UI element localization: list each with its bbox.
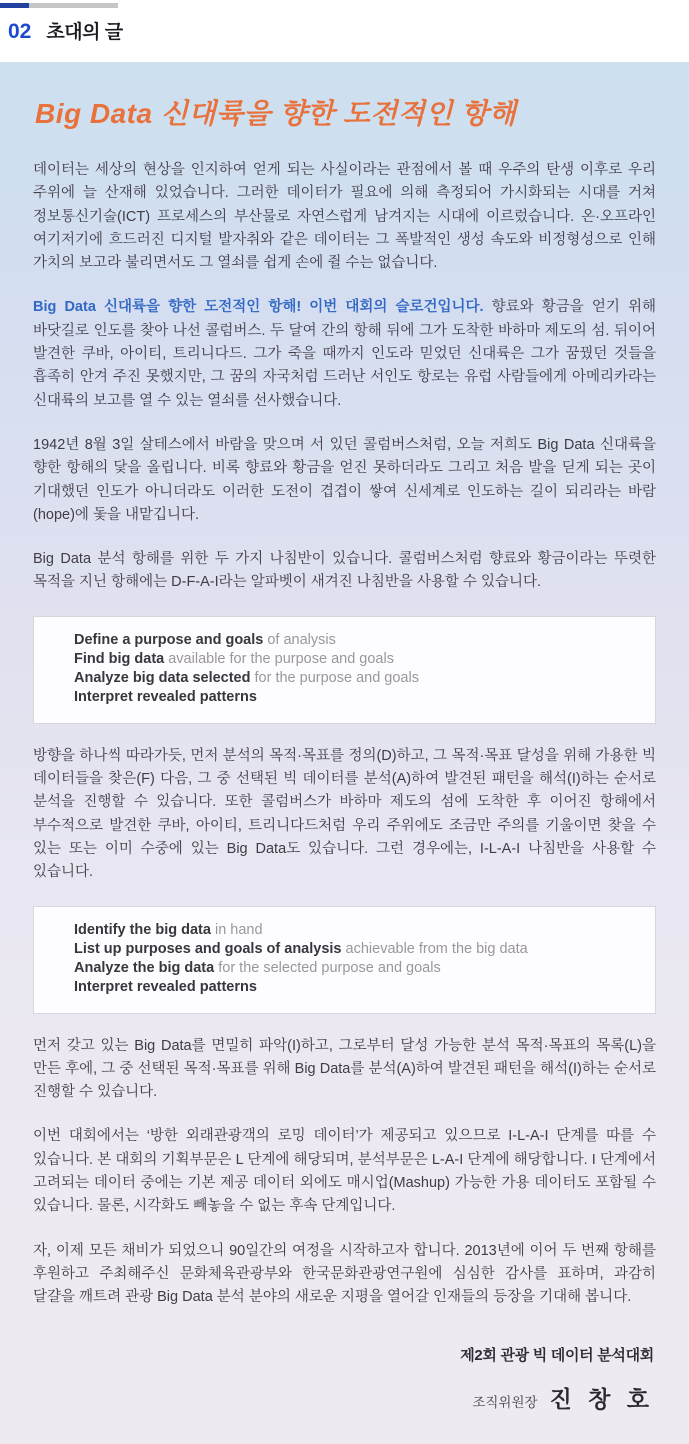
ilai-list [74,921,635,997]
dfai-item-detail: of analysis [263,631,336,648]
paragraph-slogan-rest: 향료와 황금을 얻기 위해 바닷길로 인도를 찾아 나선 콜럼버스. 두 달여 간의 항해 뒤에 그가 도착한 바하마 제도의 섬. 뒤이어 발견한 쿠바, 아이티, 트리니다드. 그가 죽을 때까지 인도라 믿었던 신대륙은 그가 꿈꿨던 것들을 흡족히 안겨 주진 못했지만, 그 꿈의 자국처럼 드러난 서인도 항로는 유럽 사람들에게 아메리카라는 신대륙의 보고를 열 수 있는 열쇠를 선사했습니다. [33,299,657,409]
dfai-item [74,688,635,707]
dfai-item [74,669,635,688]
dfai-compass-box [33,616,656,724]
dfai-item-detail: available for the purpose and goals [164,650,394,667]
ilai-item-keyword: Analyze the big data [74,959,215,976]
dfai-item-keyword: Find big data [74,650,165,667]
ilai-item-detail: in hand [210,921,263,938]
ilai-item-detail: for the selected purpose and goals [214,959,441,976]
ilai-item [74,959,635,978]
paragraph-dfai-explain: 방향을 하나씩 따라가듯, 먼저 분석의 목적·목표를 정의(D)하고, 그 목적·목표 달성을 위해 가용한 빅 데이터들을 찾은(F) 다음, 그 중 선택된 빅 데이터를 분석(A)하여 발견된 패턴을 해석(I)하는 순서로 분석을 진행할 수 있습니다. 또한 콜럼버스가 바하마 제도의 섬에 도착한 후 이어진 항해에서 부수적으로 발견한 쿠바, 아이티, 트리니다드처럼 우리 주위에도 조금만 주의를 기울이면 찾을 수 있는 또는 이미 수중에 있는 Big Data도 있습니다. 그런 경우에는, I-L-A-I 나침반을 사용할 수 있습니다. [33,747,656,881]
section-title: 초대의 글 [46,22,123,43]
dfai-item-detail: for the purpose and goals [250,669,419,686]
dfai-item-keyword: Interpret revealed patterns [74,688,257,705]
dfai-item-keyword: Analyze big data selected [74,669,251,686]
paragraph-closing: 자, 이제 모든 채비가 되었으니 90일간의 여정을 시작하고자 합니다. 2013년에 이어 두 번째 항해를 후원하고 주최해주신 문화체육관광부와 한국문화관광연구원에 심심한 감사를 표하며, 과감히 달걀을 깨트려 관광 Big Data 분석 분야의 새로운 지평을 열어갈 인재들의 등장을 기대해 봅니다. [33,1242,656,1306]
dfai-item [74,650,635,669]
letter-title: Big Data 신대륙을 향한 도전적인 항해 [35,98,517,129]
ilai-item [74,940,635,959]
ilai-item [74,921,635,940]
dfai-item-keyword: Define a purpose and goals [74,631,264,648]
signature-row [33,1381,654,1414]
dfai-list [74,631,635,707]
ilai-item-keyword: Identify the big data [74,921,211,938]
signature-role: 조직위원장 [472,1394,538,1410]
letter-panel [0,62,689,1444]
ilai-compass-box [33,906,656,1014]
page-header [0,0,689,62]
ilai-item-detail: achievable from the big data [341,940,528,957]
paragraph-two-compasses: Big Data 분석 항해를 위한 두 가지 나침반이 있습니다. 콜럼버스처럼 향료와 황금이라는 뚜렷한 목적을 지닌 항해에는 D-F-A-I라는 알파벳이 새겨진 나침반을 사용할 수 있습니다. [33,551,656,591]
ilai-item [74,978,635,997]
header-accent-line-blue [0,3,29,8]
paragraph-columbus: 1942년 8월 3일 살테스에서 바람을 맞으며 서 있던 콜럼버스처럼, 오늘 저희도 Big Data 신대륙을 향한 항해의 닻을 올립니다. 비록 향료와 황금을 얻진 못하더라도 그리고 처음 발을 딛게 되는 곳이 기대했던 인도가 아니더라도 이러한 도전이 겹겹이 쌓여 신세계로 인도하는 길이 되리라는 바람(hope)에 돛을 내맡깁니다. [33,436,656,523]
header-accent-line [0,3,118,8]
ilai-item-keyword: Interpret revealed patterns [74,978,257,995]
section-number: 02 [8,20,32,43]
slogan-highlight: Big Data 신대륙을 향한 도전적인 항해! 이번 대회의 슬로건입니다. [33,299,484,316]
paragraph-competition: 이번 대회에서는 ‘방한 외래관광객의 로밍 데이터’가 제공되고 있으므로 I-L-A-I 단계를 따를 수 있습니다. 본 대회의 기획부문은 L 단계에 해당되며, 분석부문은 L-A-I 단계에 해당합니다. I 단계에서 고려되는 데이터 중에는 기본 제공 데이터 외에도 매시업(Mashup) 가능한 가용 데이터도 포함될 수 있습니다. 물론, 시각화도 빼놓을 수 없는 후속 단계입니다. [33,1128,656,1215]
paragraph-data-intro: 데이터는 세상의 현상을 인지하여 얻게 되는 사실이라는 관점에서 볼 때 우주의 탄생 이후로 우리 주위에 늘 산재해 있었습니다. 그러한 데이터가 필요에 의해 측정되어 가시화되는 시대를 거쳐 정보통신기술(ICT) 프로세스의 부산물로 자연스럽게 남겨지는 시대에 이르렀습니다. 온·오프라인 여기저기에 흐드러진 디지털 발자취와 같은 데이터는 그 폭발적인 생성 속도와 비정형성으로 인해 가치의 보고라 불리면서도 그 열쇠를 쉽게 손에 쥘 수는 없습니다. [33,162,656,272]
paragraph-slogan [33,296,656,412]
paragraph-ilai-explain: 먼저 갖고 있는 Big Data를 면밀히 파악(I)하고, 그로부터 달성 가능한 분석 목적·목표의 목록(L)을 만든 후에, 그 중 선택된 목적·목표를 위해 Big Data를 분석(A)하여 발견된 패턴을 해석(I)하는 순서로 진행할 수 있습니다. [33,1037,656,1101]
dfai-item [74,631,635,650]
signature-block [33,1344,656,1414]
signature-event-name: 제2회 관광 빅 데이터 분석대회 [460,1346,654,1364]
ilai-item-keyword: List up purposes and goals of analysis [74,940,342,957]
signature-name: 진 창 호 [549,1385,654,1412]
